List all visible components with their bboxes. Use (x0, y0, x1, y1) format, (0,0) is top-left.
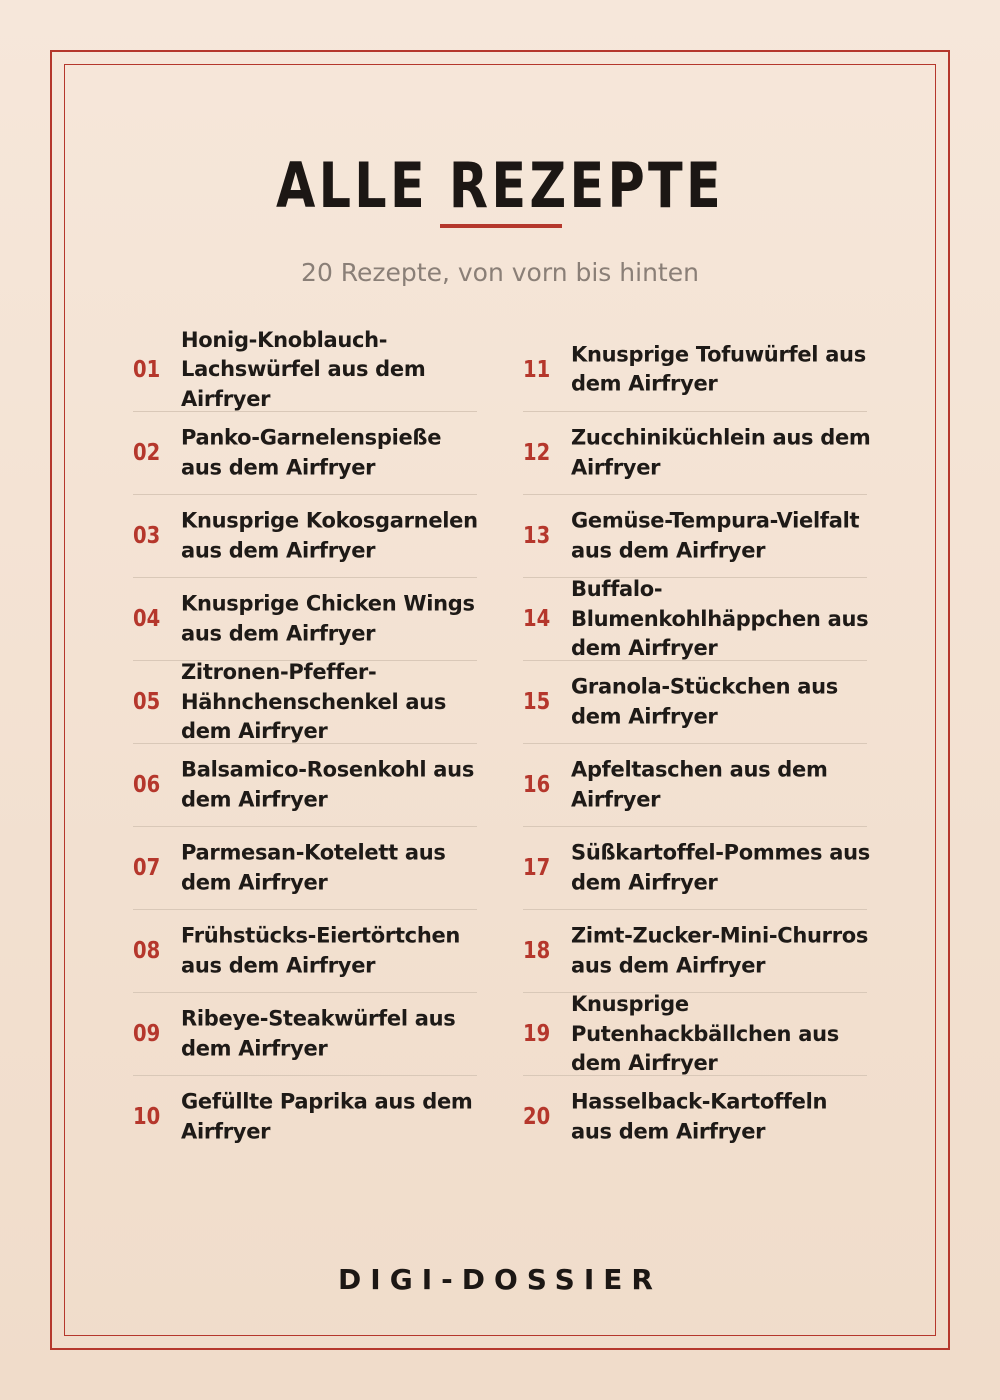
title-underline (440, 224, 562, 228)
recipe-list-right (523, 328, 871, 1158)
recipe-item (523, 909, 867, 992)
recipe-item (133, 743, 477, 826)
recipe-title: Knusprige Putenhackbällchen aus dem Airfryer (571, 991, 839, 1075)
recipe-title: Buffalo-Blumenkohlhäppchen aus dem Airfryer (571, 576, 869, 660)
recipe-item (523, 577, 867, 660)
recipe-title: Gefüllte Paprika aus dem Airfryer (181, 1089, 473, 1143)
recipe-title: Knusprige Tofuwürfel aus dem Airfryer (571, 342, 866, 396)
recipe-number: 03 (133, 523, 161, 549)
page-subtitle: 20 Rezepte, von vorn bis hinten (301, 258, 699, 287)
recipe-item (133, 660, 477, 743)
recipe-title: Knusprige Kokosgarnelen aus dem Airfryer (181, 508, 478, 562)
recipe-number: 04 (133, 606, 161, 632)
recipe-title: Granola-Stückchen aus dem Airfryer (571, 674, 838, 728)
recipe-number: 09 (133, 1021, 161, 1047)
recipe-item (133, 909, 477, 992)
recipe-number: 08 (133, 938, 161, 964)
recipe-number: 15 (523, 689, 551, 715)
recipe-title: Hasselback-Kartoffeln aus dem Airfryer (571, 1089, 828, 1143)
recipe-title: Ribeye-Steakwürfel aus dem Airfryer (181, 1006, 456, 1060)
page-title: ALLE REZEPTE (275, 149, 725, 222)
recipe-title: Honig-Knoblauch-Lachswürfel aus dem Airfryer (181, 327, 426, 411)
recipe-item (523, 743, 867, 826)
recipe-title: Zitronen-Pfeffer-Hähnchenschenkel aus dem Airfryer (181, 659, 447, 743)
recipe-number: 06 (133, 772, 161, 798)
recipe-title: Gemüse-Tempura-Vielfalt aus dem Airfryer (571, 508, 860, 562)
recipe-number: 13 (523, 523, 551, 549)
recipe-item (523, 826, 870, 909)
recipe-item (523, 1075, 867, 1158)
recipe-number: 05 (133, 689, 161, 715)
recipe-number: 02 (133, 440, 161, 466)
recipe-number: 14 (523, 606, 551, 632)
recipe-number: 18 (523, 938, 551, 964)
recipe-number: 20 (523, 1104, 551, 1130)
recipe-number: 16 (523, 772, 551, 798)
recipe-title: Frühstücks-Eiertörtchen aus dem Airfryer (181, 923, 461, 977)
recipe-item (133, 1075, 477, 1158)
recipe-number: 10 (133, 1104, 161, 1130)
recipe-item (133, 826, 477, 909)
recipe-number: 19 (523, 1021, 551, 1047)
recipe-item (523, 992, 867, 1075)
recipe-title: Apfeltaschen aus dem Airfryer (571, 757, 828, 811)
recipe-number: 12 (523, 440, 551, 466)
recipe-item (523, 660, 867, 743)
recipe-title: Knusprige Chicken Wings aus dem Airfryer (181, 591, 475, 645)
recipe-number: 01 (133, 356, 161, 383)
recipe-item (523, 494, 867, 577)
recipe-title: Panko-Garnelenspieße aus dem Airfryer (181, 425, 442, 479)
recipe-title: Zucchiniküchlein aus dem Airfryer (571, 425, 871, 479)
recipe-title: Parmesan-Kotelett aus dem Airfryer (181, 840, 446, 894)
recipe-item (133, 494, 477, 577)
recipe-item (523, 328, 867, 411)
recipe-number: 07 (133, 855, 161, 881)
recipe-number: 11 (523, 356, 551, 383)
footer-brand: DIGI-DOSSIER (338, 1263, 662, 1296)
recipe-list-left (133, 328, 477, 1158)
recipe-title: Süßkartoffel-Pommes aus dem Airfryer (571, 840, 870, 894)
recipe-item (133, 328, 477, 411)
recipe-title: Zimt-Zucker-Mini-Churros aus dem Airfryer (571, 923, 869, 977)
recipe-item (133, 992, 477, 1075)
recipe-item (133, 411, 477, 494)
recipe-item (133, 577, 477, 660)
recipe-title: Balsamico-Rosenkohl aus dem Airfryer (181, 757, 475, 811)
recipe-item (523, 411, 871, 494)
recipe-number: 17 (523, 855, 551, 881)
